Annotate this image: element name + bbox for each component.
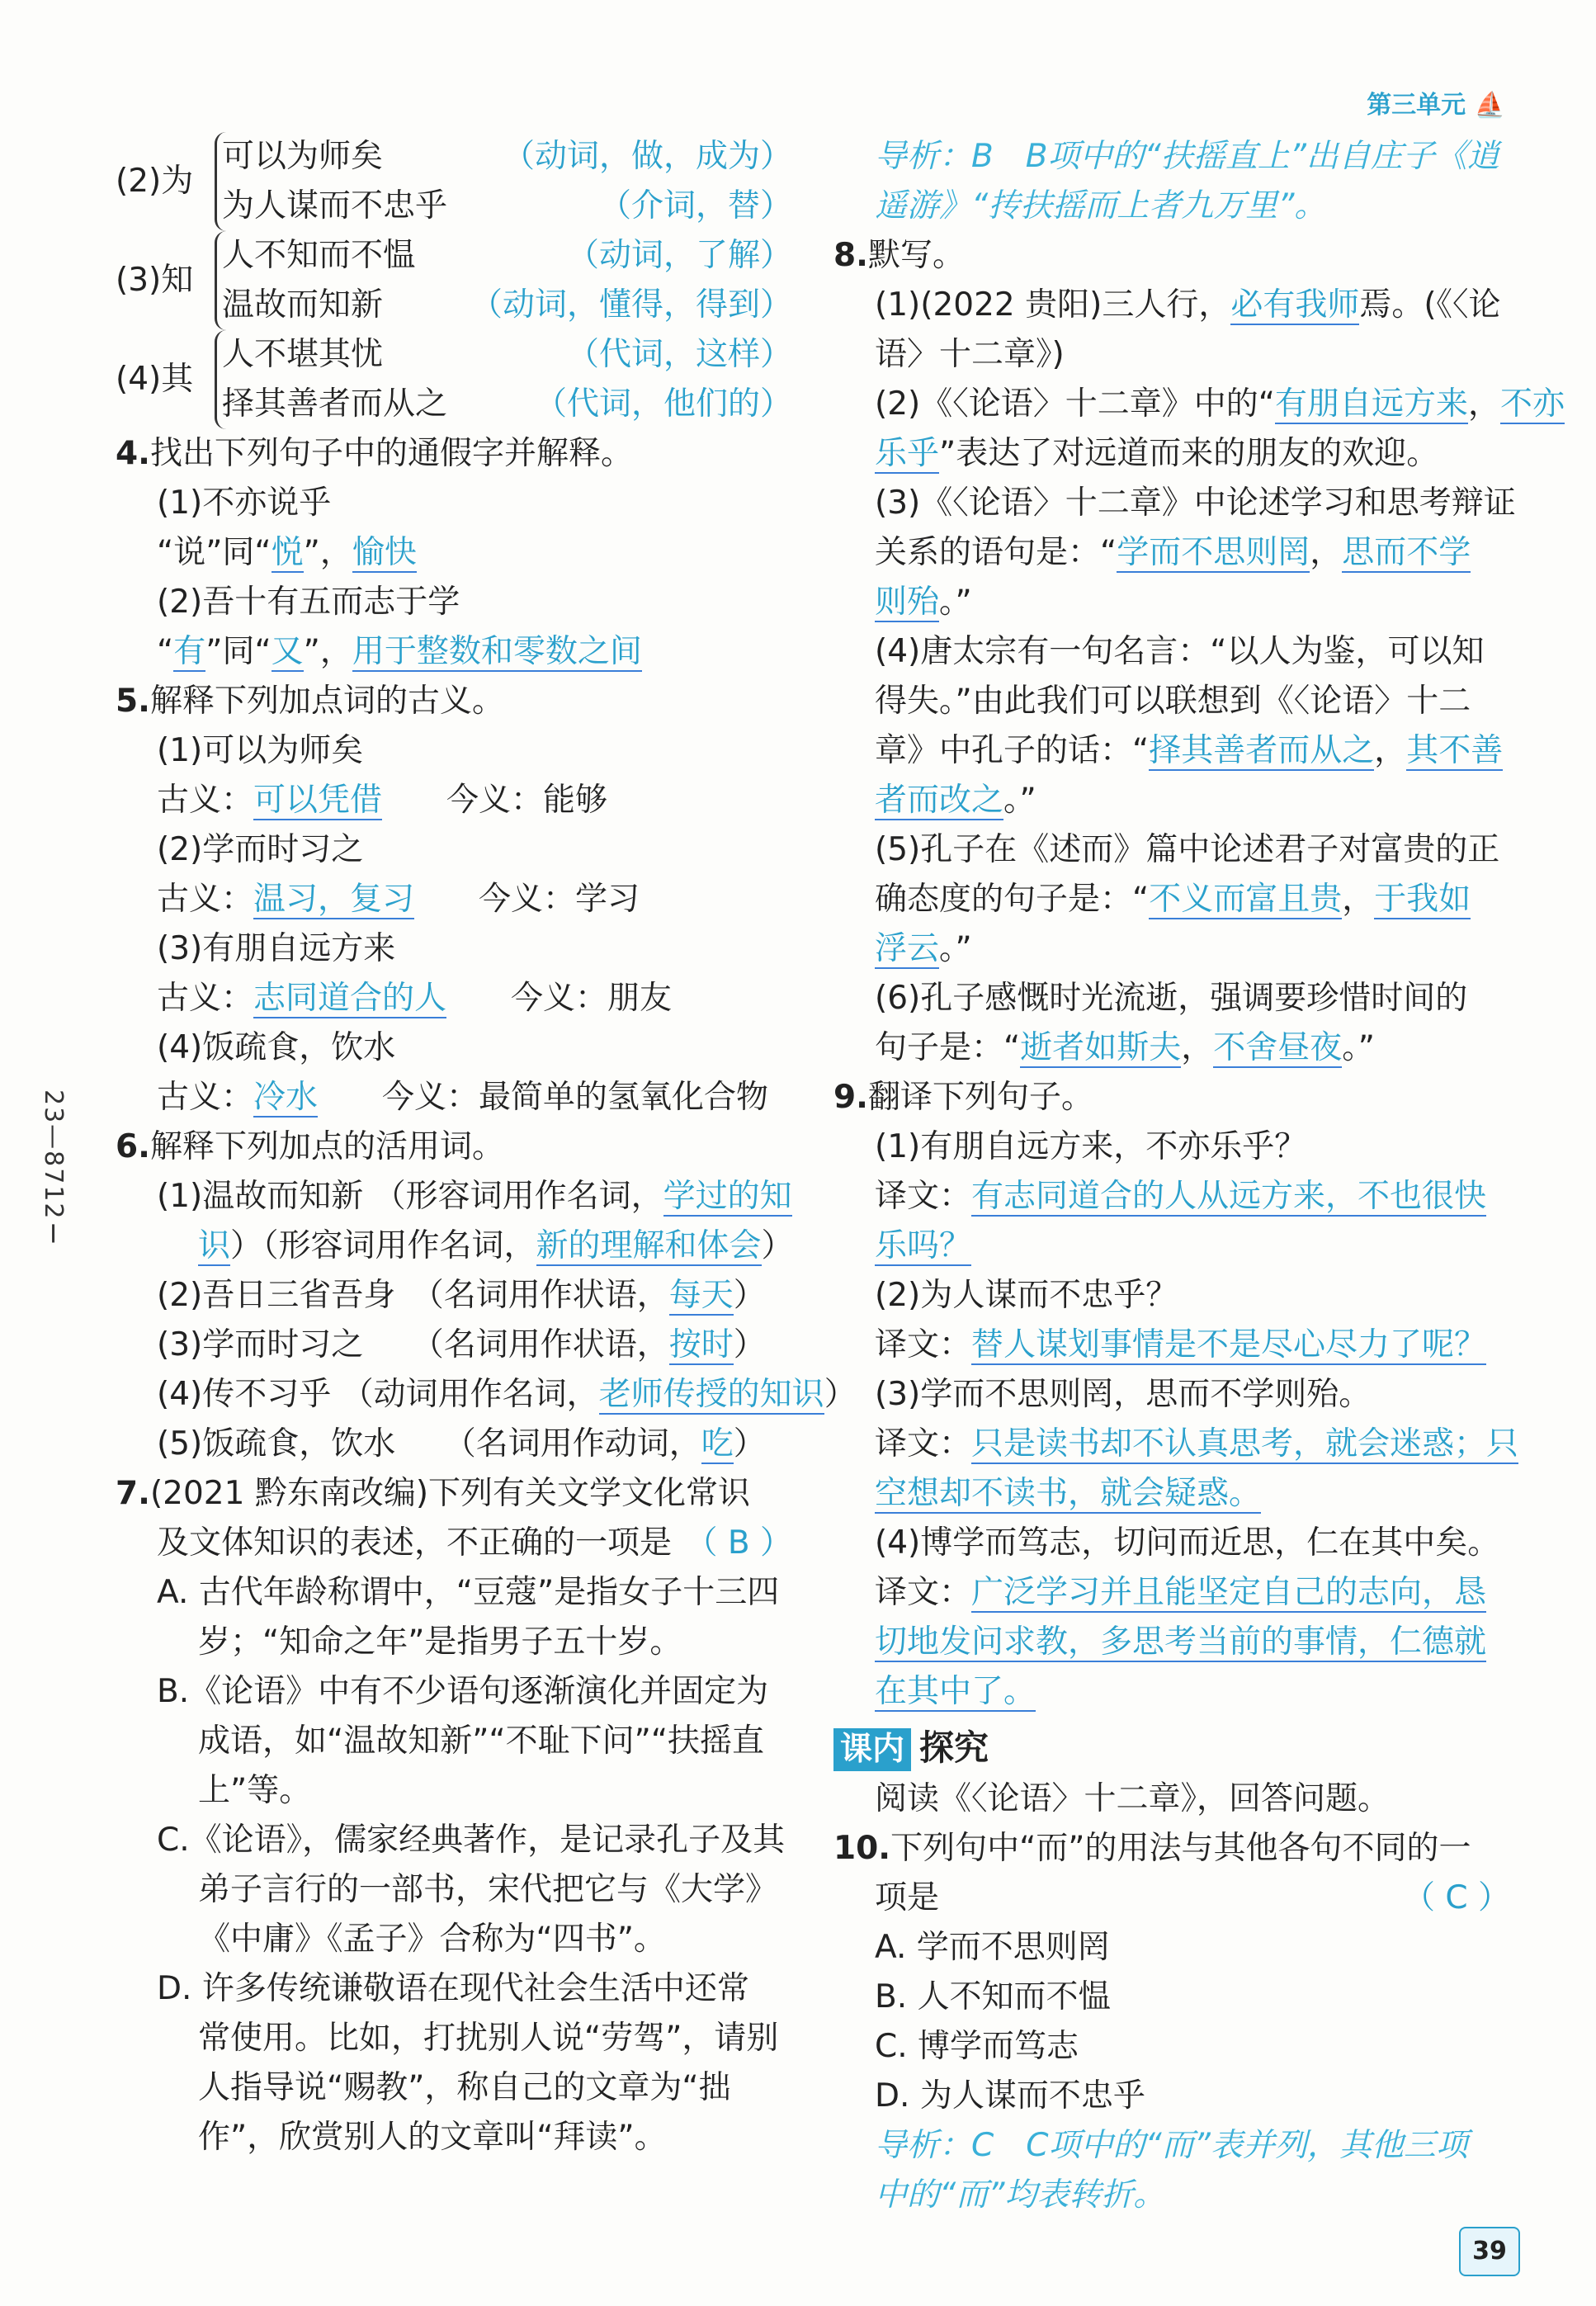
text: (3)学而时习之 <box>157 1326 364 1363</box>
q10-hint-2: 中的“而”均表转折。 <box>875 2176 1166 2214</box>
text: 章》中孔子的话：“ <box>875 732 1150 769</box>
answer: 必有我师 <box>1230 286 1360 324</box>
text: (2)《〈论语〉十二章》中的“ <box>875 385 1275 423</box>
text: (1)温故而知新 <box>157 1178 364 1215</box>
item-text: 人不知而不愠 <box>222 237 416 274</box>
q3-group-wei <box>116 132 792 231</box>
q8-l2: 语〉十二章》) <box>875 336 1065 373</box>
option-line: C.《论语》，儒家经典著作，是记录孔子及其 <box>157 1822 786 1859</box>
left-column <box>116 132 857 2162</box>
text: 。” <box>1342 1029 1375 1066</box>
label: 译文： <box>875 1574 972 1611</box>
unit-title: 第三单元 <box>1367 91 1466 120</box>
q8-l8: (4)唐太宗有一句名言：“以人为鉴，可以知 <box>875 633 1485 670</box>
text: (4)传不习乎 <box>157 1376 332 1413</box>
q5-s4: (4)饭疏食，饮水 <box>157 1029 396 1066</box>
text: 。” <box>939 584 972 621</box>
q8-l9: 得失。”由此我们可以联想到《〈论语〉十二 <box>875 683 1471 720</box>
answer: 只是读书却不认真思考，就会迷惑；只 <box>971 1425 1519 1463</box>
q3-group-qi <box>116 330 792 429</box>
q9-t4a <box>833 1568 1510 1618</box>
answer: 于我如 <box>1374 881 1471 918</box>
text: ） <box>733 1425 766 1463</box>
q-text: 及文体知识的表述，不正确的一项是 <box>157 1524 673 1562</box>
section-intro: 阅读《〈论语〉十二章》，回答问题。 <box>875 1780 1391 1817</box>
q4-title <box>116 429 792 479</box>
q8-l13 <box>833 875 1510 924</box>
text: ） <box>733 1277 766 1314</box>
answer: 吃 <box>701 1425 734 1463</box>
answer: 温习，复习 <box>253 881 415 918</box>
option-line: 常使用。比如，打扰别人说“劳驾”，请别 <box>198 2020 779 2057</box>
q-text: 下列句中“而”的用法与其他各句不同的一 <box>890 1830 1471 1867</box>
answer: 切地发问求教，多思考当前的事情，仁德就 <box>875 1623 1487 1661</box>
item-text: 人不堪其忧 <box>222 336 384 373</box>
q8-l5: (3)《〈论语〉十二章》中论述学习和思考辩证 <box>875 484 1516 522</box>
answer: 不亦 <box>1499 385 1565 423</box>
answer: 替人谋划事情是不是尽心尽力了呢？ <box>971 1326 1487 1363</box>
text: （形容词用作名词， <box>373 1178 663 1215</box>
q10-l1 <box>833 1824 1510 1874</box>
modern-meaning: 今义：朋友 <box>511 980 673 1017</box>
answer: 择其善者而从之 <box>1149 732 1375 769</box>
option: C. 博学而笃志 <box>875 2028 1079 2065</box>
q4-a2 <box>116 627 792 677</box>
q-number: 7. <box>116 1475 150 1512</box>
right-column <box>833 132 1565 2220</box>
answer: 用于整数和零数之间 <box>352 633 642 670</box>
q10-l2 <box>833 1874 1510 1923</box>
answer: 又 <box>271 633 304 670</box>
answer: 者而改之 <box>875 782 1004 819</box>
item-answer: （动词，懂得，得到） <box>470 286 792 324</box>
answer: 不义而富且贵 <box>1149 881 1343 918</box>
q7-answer: （ B ） <box>685 1524 792 1562</box>
section-header <box>833 1723 1510 1774</box>
sailboat-icon: ⛵ <box>1474 91 1505 120</box>
q-text: 默写。 <box>867 237 965 274</box>
answer: 按时 <box>668 1326 734 1363</box>
q6-l2 <box>116 1222 792 1271</box>
text: ”表达了对远道而来的朋友的欢迎。 <box>939 435 1439 472</box>
text: （动词用作名词， <box>341 1376 599 1413</box>
text: 句子是：“ <box>875 1029 1021 1066</box>
q-text: (2021 黔东南改编)下列有关文学文化常识 <box>149 1475 751 1512</box>
q5-s2: (2)学而时习之 <box>157 831 364 868</box>
option-line: 岁；“知命之年”是指男子五十岁。 <box>198 1623 682 1661</box>
item-text: 温故而知新 <box>222 286 384 324</box>
group-label: (4)其 <box>116 361 194 398</box>
text: 确态度的句子是：“ <box>875 881 1150 918</box>
item-text: 择其善者而从之 <box>222 385 448 423</box>
q-number: 4. <box>116 435 150 472</box>
answer: 乐乎 <box>875 435 940 472</box>
q-text: 解释下列加点词的古义。 <box>149 683 504 720</box>
text: ”， <box>303 534 352 571</box>
q6-l1 <box>116 1172 792 1222</box>
q-number: 6. <box>116 1128 150 1165</box>
q9-t1a <box>833 1172 1510 1222</box>
text: ， <box>1181 1029 1214 1066</box>
q6-title <box>116 1122 792 1172</box>
answer: 思而不学 <box>1342 534 1471 571</box>
answer: 老师传授的知识 <box>598 1376 824 1413</box>
q8-l4 <box>833 429 1510 479</box>
q-text: 项是 <box>875 1879 940 1916</box>
option-line: A. 古代年龄称谓中，“豆蔻”是指女子十三四 <box>157 1574 780 1611</box>
option-line: 弟子言行的一部书，宋代把它与《大学》 <box>198 1871 778 1908</box>
q8-l14 <box>833 924 1510 974</box>
q10-answer: （ C ） <box>1402 1879 1510 1916</box>
q8-l16 <box>833 1023 1510 1073</box>
q8-l6 <box>833 528 1510 578</box>
answer: 浮云 <box>875 930 940 967</box>
q5-s1: (1)可以为师矣 <box>157 732 364 769</box>
label: 古义： <box>157 980 254 1017</box>
answer: 识 <box>198 1227 231 1264</box>
q9-s2: (2)为人谋而不忠乎？ <box>875 1277 1178 1314</box>
answer: 学过的知 <box>663 1178 792 1215</box>
q8-l12: (5)孔子在《述而》篇中论述君子对富贵的正 <box>875 831 1500 868</box>
item-text: 为人谋而不忠乎 <box>222 187 448 224</box>
text: 关系的语句是：“ <box>875 534 1117 571</box>
text: ）（形容词用作名词， <box>230 1227 536 1264</box>
q4-s2: (2)吾十有五而志于学 <box>157 584 460 621</box>
q7-l2 <box>116 1519 792 1568</box>
text: ， <box>1467 385 1500 423</box>
answer: 有朋自远方来 <box>1274 385 1468 423</box>
answer: 可以凭借 <box>253 782 383 819</box>
option-line: 作”，欣赏别人的文章叫“拜读”。 <box>198 2119 667 2156</box>
q-text: 翻译下列句子。 <box>867 1079 1093 1116</box>
label: 古义： <box>157 782 254 819</box>
q9-t4b <box>833 1618 1510 1667</box>
text: “说”同“ <box>157 534 272 571</box>
q5-a4 <box>116 1073 792 1122</box>
q5-s3: (3)有朋自远方来 <box>157 930 396 967</box>
option-line: 成语，如“温故知新”“不耻下问”“扶摇直 <box>198 1722 765 1760</box>
unit-header <box>1367 89 1505 122</box>
item-answer: （代词，他们的） <box>534 385 792 423</box>
answer: 悦 <box>271 534 304 571</box>
text: ） <box>733 1326 766 1363</box>
section-title: 探究 <box>919 1727 989 1768</box>
q7-l1 <box>116 1469 792 1519</box>
q4-a1 <box>116 528 792 578</box>
text: （名词用作状语， <box>427 1277 669 1314</box>
q5-a1 <box>116 776 792 825</box>
modern-meaning: 今义：最简单的氢氧化合物 <box>382 1079 769 1116</box>
q9-t3b <box>833 1469 1510 1519</box>
label: 译文： <box>875 1425 972 1463</box>
option-line: D. 许多传统谦敬语在现代社会生活中还常 <box>157 1970 749 2007</box>
option-line: 上”等。 <box>198 1772 312 1809</box>
q3-group-zhi <box>116 231 792 330</box>
q9-t3a <box>833 1420 1519 1469</box>
q8-l10 <box>833 726 1510 776</box>
text: (2)吾日三省吾身 <box>157 1277 396 1314</box>
option: A. 学而不思则罔 <box>875 1929 1110 1966</box>
modern-meaning: 今义：能够 <box>446 782 608 819</box>
text: 焉。(《〈论 <box>1359 286 1501 324</box>
text: （名词用作状语， <box>427 1326 669 1363</box>
answer: 在其中了。 <box>875 1673 1036 1710</box>
q9-title <box>833 1073 1510 1122</box>
option: B. 人不知而不愠 <box>875 1978 1111 2015</box>
answer: 则殆 <box>875 584 940 621</box>
text: ， <box>1310 534 1343 571</box>
item-answer: （动词，做，成为） <box>502 138 792 175</box>
answer: 不舍昼夜 <box>1213 1029 1343 1066</box>
q6-l5 <box>116 1370 857 1420</box>
answer: 广泛学习并且能坚定自己的志向，恳 <box>971 1574 1487 1611</box>
q5-a2 <box>116 875 792 924</box>
q5-a3 <box>116 974 792 1023</box>
q10-hint-1: 导析：C C项中的“而”表并列，其他三项 <box>875 2127 1468 2164</box>
answer: 逝者如斯夫 <box>1020 1029 1182 1066</box>
option-line: 人指导说“赐教”，称自己的文章为“拙 <box>198 2069 731 2106</box>
text: （名词用作动词， <box>460 1425 701 1463</box>
answer: 有志同道合的人从远方来，不也很快 <box>971 1178 1487 1215</box>
q8-l11 <box>833 776 1510 825</box>
q5-title <box>116 677 792 726</box>
q6-l6 <box>116 1420 792 1469</box>
group-label: (3)知 <box>116 262 194 299</box>
q7-hint-1: 导析：B B项中的“扶摇直上”出自庄子《逍 <box>875 138 1499 175</box>
answer: 有 <box>173 633 206 670</box>
q-number: 10. <box>833 1830 891 1867</box>
option-line: B.《论语》中有不少语句逐渐演化并固定为 <box>157 1673 769 1710</box>
text: ”同“ <box>205 633 272 670</box>
q6-l3 <box>116 1271 792 1321</box>
answer: 每天 <box>668 1277 734 1314</box>
q8-l1 <box>833 281 1510 330</box>
q9-s1: (1)有朋自远方来，不亦乐乎？ <box>875 1128 1307 1165</box>
q8-l15: (6)孔子感慨时光流逝，强调要珍惜时间的 <box>875 980 1468 1017</box>
text: 。” <box>1003 782 1036 819</box>
answer: 空想却不读书，就会疑惑。 <box>875 1475 1262 1512</box>
q-number: 9. <box>833 1079 868 1116</box>
q-number: 5. <box>116 683 150 720</box>
q8-l3 <box>833 380 1565 429</box>
group-label: (2)为 <box>116 163 194 200</box>
label: 译文： <box>875 1178 972 1215</box>
text: ”， <box>303 633 352 670</box>
section-badge: 课内 <box>833 1728 911 1771</box>
text: (1)(2022 贵阳)三人行， <box>875 286 1231 324</box>
q9-t2 <box>833 1321 1510 1370</box>
text: “ <box>157 633 174 670</box>
item-answer: （介词，替） <box>598 187 792 224</box>
q4-s1: (1)不亦说乎 <box>157 484 332 522</box>
text: (5)饭疏食，饮水 <box>157 1425 396 1463</box>
text: ） <box>824 1376 857 1413</box>
side-code: 23—8712Ⅰ <box>39 1089 68 1251</box>
q-number: 8. <box>833 237 868 274</box>
answer: 乐吗？ <box>875 1227 972 1264</box>
answer: 愉快 <box>352 534 417 571</box>
q8-title <box>833 231 1510 281</box>
item-answer: （动词，了解） <box>566 237 792 274</box>
answer: 新的理解和体会 <box>536 1227 762 1264</box>
answer: 志同道合的人 <box>253 980 447 1017</box>
modern-meaning: 今义：学习 <box>479 881 640 918</box>
option: D. 为人谋而不忠乎 <box>875 2077 1145 2115</box>
q7-hint-2: 遥游》“抟扶摇而上者九万里”。 <box>875 187 1327 224</box>
answer: 其不善 <box>1406 732 1504 769</box>
text: 。” <box>939 930 972 967</box>
text: ， <box>1374 732 1407 769</box>
item-text: 可以为师矣 <box>222 138 384 175</box>
q9-s4: (4)博学而笃志，切问而近思，仁在其中矣。 <box>875 1524 1500 1562</box>
label: 古义： <box>157 1079 254 1116</box>
answer: 学而不思则罔 <box>1117 534 1310 571</box>
q8-l7 <box>833 578 1510 627</box>
label: 译文： <box>875 1326 972 1363</box>
text: ， <box>1342 881 1375 918</box>
page-number: 39 <box>1459 2227 1520 2276</box>
item-answer: （代词，这样） <box>566 336 792 373</box>
option-line: 《中庸》《孟子》合称为“四书”。 <box>198 1921 666 1958</box>
q-text: 解释下列加点的活用词。 <box>149 1128 504 1165</box>
q9-t1b <box>833 1222 1510 1271</box>
label: 古义： <box>157 881 254 918</box>
text: ） <box>761 1227 794 1264</box>
q6-l4 <box>116 1321 792 1370</box>
answer: 冷水 <box>253 1079 319 1116</box>
q9-s3: (3)学而不思则罔，思而不学则殆。 <box>875 1376 1372 1413</box>
q9-t4c <box>833 1667 1510 1717</box>
q-text: 找出下列句子中的通假字并解释。 <box>149 435 633 472</box>
